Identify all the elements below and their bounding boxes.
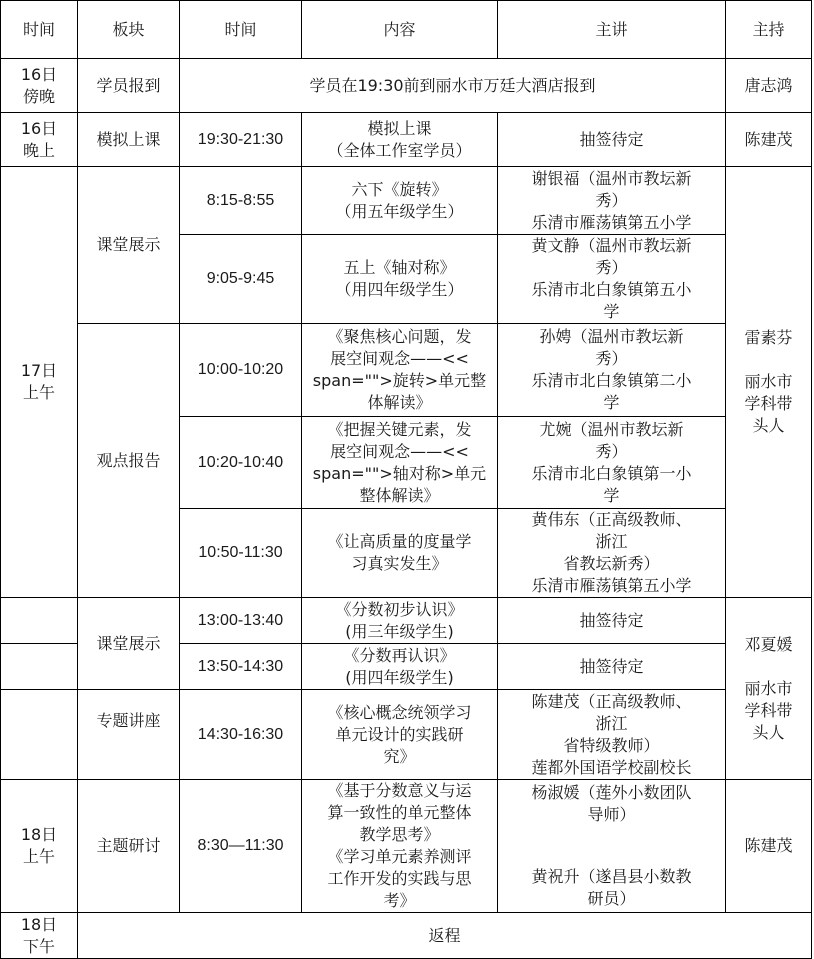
speaker-cell: 抽签待定	[498, 644, 726, 690]
time-cell: 10:50-11:30	[180, 509, 302, 598]
block-cell: 专题讲座	[78, 690, 180, 780]
speaker-cell: 抽签待定	[498, 113, 726, 167]
day-cell-empty	[1, 598, 78, 644]
table-row	[1, 324, 812, 417]
table-row	[1, 780, 812, 913]
speaker-cell: 黄伟东（正高级教师、 浙江 省教坛新秀） 乐清市雁荡镇第五小学	[498, 509, 726, 598]
time-cell: 13:00-13:40	[180, 598, 302, 644]
table-row	[1, 913, 812, 959]
content-cell: 《分数初步认识》 (用三年级学生)	[302, 598, 498, 644]
day-cell: 16日 傍晚	[1, 59, 78, 113]
content-cell: 模拟上课 （全体工作室学员）	[302, 113, 498, 167]
registration-note: 学员在19:30前到丽水市万廷大酒店报到	[180, 59, 726, 113]
block-cell: 学员报到	[78, 59, 180, 113]
speaker-cell: 谢银福（温州市教坛新 秀） 乐清市雁荡镇第五小学	[498, 167, 726, 235]
speaker-cell: 杨淑媛（莲外小数团队 导师） 黄祝升（遂昌县小数教 研员）	[498, 780, 726, 913]
host-cell: 邓夏媛 丽水市 学科带 头人	[726, 598, 812, 780]
time-cell: 13:50-14:30	[180, 644, 302, 690]
time-cell: 9:05-9:45	[180, 235, 302, 324]
host-cell: 陈建茂	[726, 780, 812, 913]
block-cell: 主题研讨	[78, 780, 180, 913]
host-cell: 陈建茂	[726, 113, 812, 167]
day-cell: 17日 上午	[1, 167, 78, 598]
time-cell: 14:30-16:30	[180, 690, 302, 780]
block-cell: 课堂展示	[78, 167, 180, 324]
table-row	[1, 690, 812, 780]
time-cell: 10:20-10:40	[180, 417, 302, 509]
header-row	[1, 1, 812, 59]
header-time: 时间	[1, 1, 78, 59]
table-row	[1, 598, 812, 644]
header-block: 板块	[78, 1, 180, 59]
table-row	[1, 59, 812, 113]
time-cell: 19:30-21:30	[180, 113, 302, 167]
content-cell: 《聚焦核心问题，发 展空间观念——<< span="">旋转>单元整 体解读》	[302, 324, 498, 417]
header-content: 内容	[302, 1, 498, 59]
speaker-cell: 陈建茂（正高级教师、 浙江 省特级教师） 莲都外国语学校副校长	[498, 690, 726, 780]
day-cell: 18日 下午	[1, 913, 78, 959]
content-cell: 《让高质量的度量学 习真实发生》	[302, 509, 498, 598]
table-row	[1, 167, 812, 235]
content-cell: 《把握关键元素，发 展空间观念——<< span="">轴对称>单元 整体解读》	[302, 417, 498, 509]
day-cell: 18日 上午	[1, 780, 78, 913]
content-cell: 《基于分数意义与运 算一致性的单元整体 教学思考》 《学习单元素养测评 工作开发的实践与思 考》	[302, 780, 498, 913]
header-host: 主持	[726, 1, 812, 59]
day-cell-empty	[1, 644, 78, 690]
table-row	[1, 113, 812, 167]
header-speaker: 主讲	[498, 1, 726, 59]
return-note: 返程	[78, 913, 812, 959]
header-time-slot: 时间	[180, 1, 302, 59]
speaker-cell: 抽签待定	[498, 598, 726, 644]
content-cell: 《分数再认识》 (用四年级学生)	[302, 644, 498, 690]
speaker-cell: 孙娉（温州市教坛新 秀） 乐清市北白象镇第二小 学	[498, 324, 726, 417]
day-cell: 16日 晚上	[1, 113, 78, 167]
block-cell: 模拟上课	[78, 113, 180, 167]
host-cell: 雷素芬 丽水市 学科带 头人	[726, 167, 812, 598]
speaker-cell: 黄文静（温州市教坛新 秀） 乐清市北白象镇第五小 学	[498, 235, 726, 324]
content-cell: 《核心概念统领学习 单元设计的实践研 究》	[302, 690, 498, 780]
day-cell-empty	[1, 690, 78, 780]
content-cell: 五上《轴对称》 （用四年级学生）	[302, 235, 498, 324]
block-cell: 观点报告	[78, 324, 180, 598]
content-cell: 六下《旋转》 （用五年级学生）	[302, 167, 498, 235]
time-cell: 8:15-8:55	[180, 167, 302, 235]
speaker-cell: 尤婉（温州市教坛新 秀） 乐清市北白象镇第一小 学	[498, 417, 726, 509]
host-cell: 唐志鸿	[726, 59, 812, 113]
time-cell: 10:00-10:20	[180, 324, 302, 417]
block-cell: 课堂展示	[78, 598, 180, 690]
time-cell: 8:30—11:30	[180, 780, 302, 913]
